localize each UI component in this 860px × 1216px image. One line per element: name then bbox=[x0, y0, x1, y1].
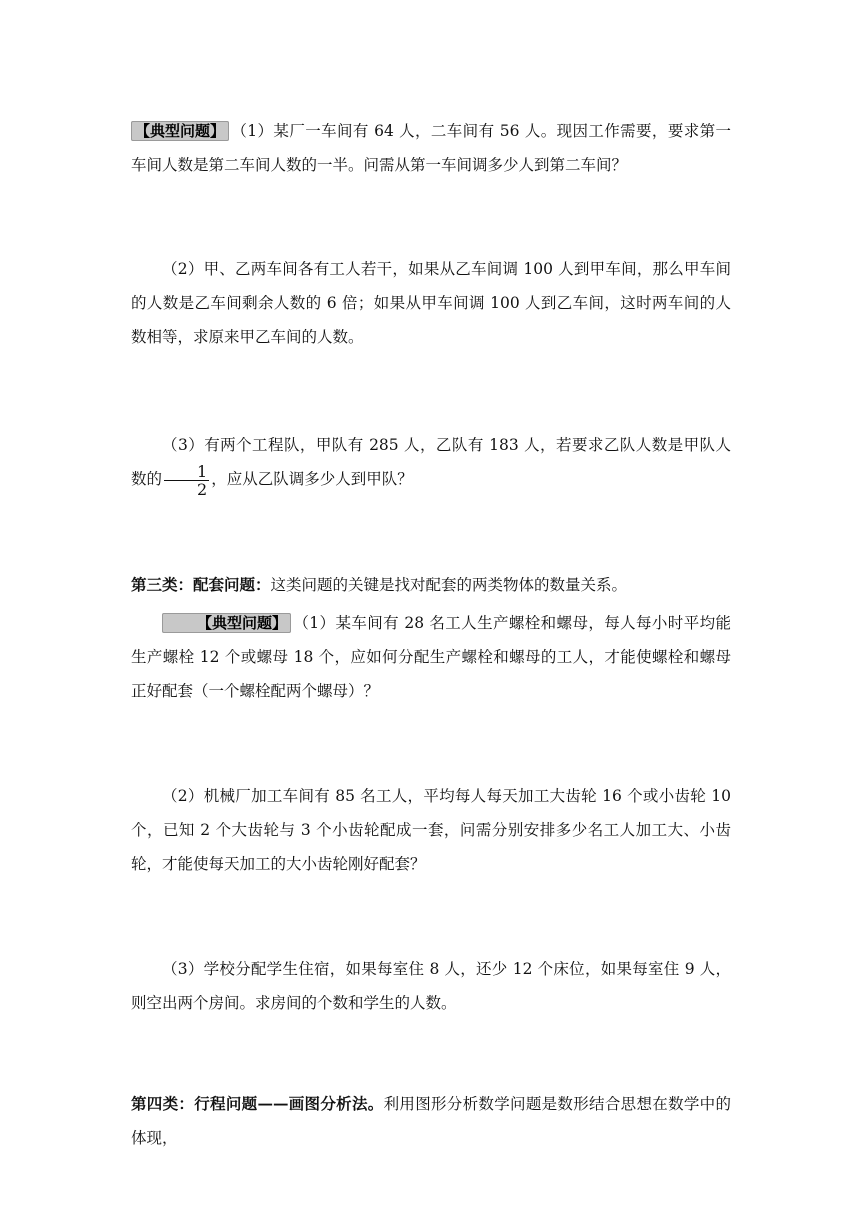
problem-text: （2）机械厂加工车间有 85 名工人，平均每人每天加工大齿轮 16 个或小齿轮 10 个，已知 2 个大齿轮与 3 个小齿轮配成一套，问需分别安排多少名工人加工大、小齿轮，才能使每天加工的大小齿轮刚好配套？ bbox=[131, 787, 731, 873]
fraction-numerator: 1 bbox=[164, 463, 209, 481]
problem-text: ，应从乙队调多少人到甲队？ bbox=[211, 470, 413, 488]
section-3-heading bbox=[131, 568, 731, 602]
problem-3-1 bbox=[131, 606, 731, 708]
section-description: 这类问题的关键是找对配套的两类物体的数量关系。 bbox=[270, 576, 628, 594]
fraction-one-half bbox=[164, 463, 209, 498]
section-4-heading bbox=[131, 1087, 731, 1155]
fraction-denominator: 2 bbox=[197, 479, 208, 499]
typical-problem-tag: 【典型问题】 bbox=[131, 121, 229, 141]
problem-3-2 bbox=[131, 779, 731, 881]
problem-text: （3）学校分配学生住宿，如果每室住 8 人，还少 12 个床位，如果每室住 9 人，则空出两个房间。求房间的个数和学生的人数。 bbox=[131, 960, 731, 1012]
section-title: 第四类：行程问题——画图分析法。 bbox=[131, 1094, 384, 1113]
problem-2-1 bbox=[131, 114, 731, 182]
problem-text: （1）某厂一车间有 64 人，二车间有 56 人。现因工作需要，要求第一车间人数是第二车间人数的一半。问需从第一车间调多少人到第二车间？ bbox=[131, 122, 731, 174]
problem-text: （3）有两个工程队，甲队有 285 人，乙队有 183 人，若要求乙队人数是甲队人数的 bbox=[131, 436, 731, 488]
section-description: 利用图形分析数学问题是数形结合思想在数学中的体现， bbox=[131, 1095, 731, 1147]
problem-2-2 bbox=[131, 252, 731, 354]
problem-2-3 bbox=[131, 428, 731, 498]
problem-text: （2）甲、乙两车间各有工人若干，如果从乙车间调 100 人到甲车间，那么甲车间的人数是乙车间剩余人数的 6 倍；如果从甲车间调 100 人到乙车间，这时两车间的人数相等，求原来甲乙车间的人数。 bbox=[131, 260, 731, 346]
section-title: 第三类：配套问题： bbox=[131, 575, 271, 594]
problem-3-3 bbox=[131, 952, 731, 1020]
problem-text: （1）某车间有 28 名工人生产螺栓和螺母，每人每小时平均能生产螺栓 12 个或螺母 18 个，应如何分配生产螺栓和螺母的工人，才能使螺栓和螺母正好配套（一个螺栓配两个螺母）？ bbox=[131, 614, 731, 700]
typical-problem-tag: 【典型问题】 bbox=[162, 613, 291, 633]
